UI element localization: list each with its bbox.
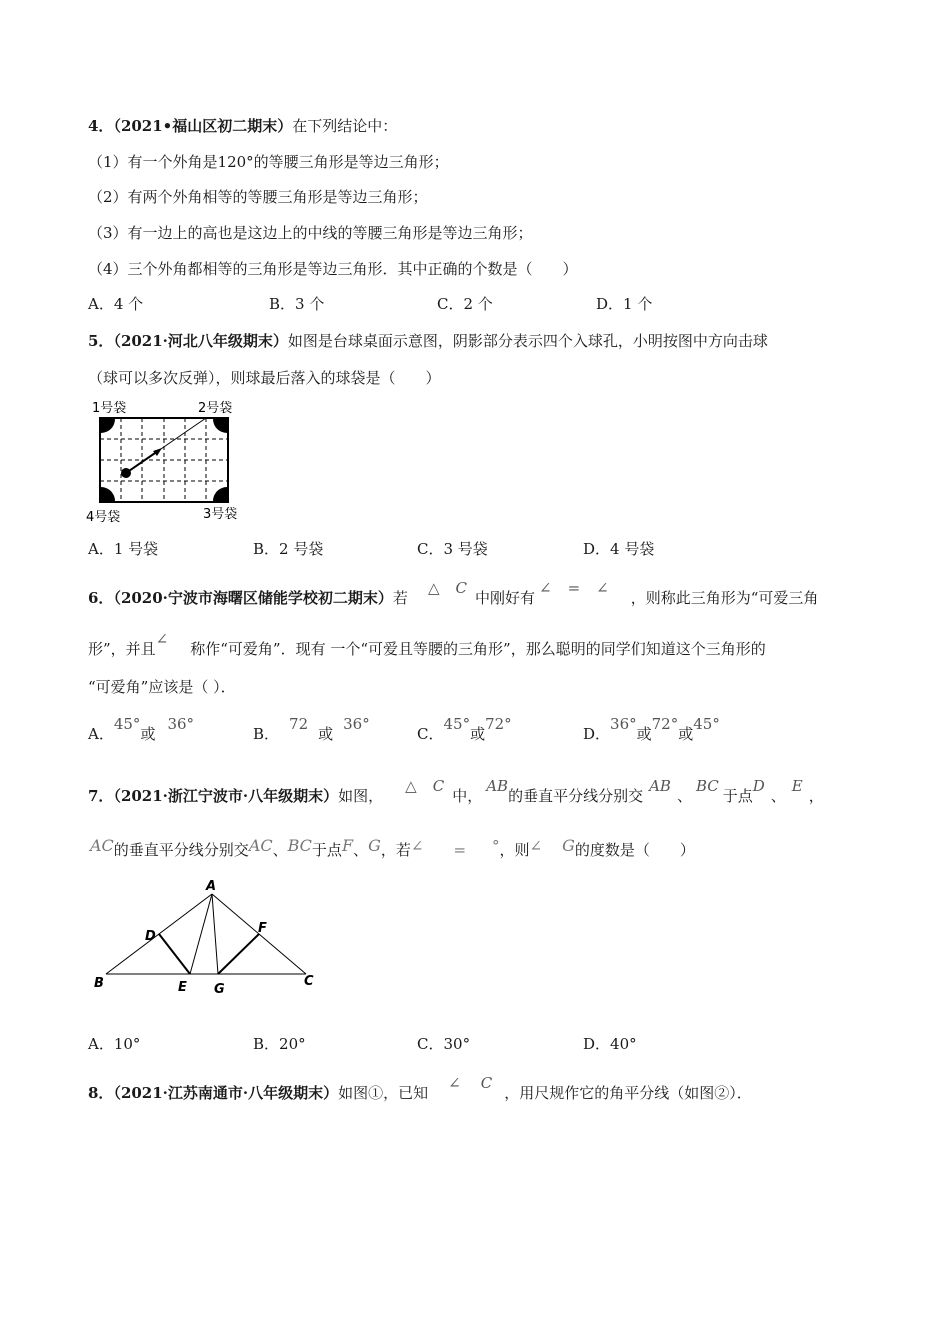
ball [121, 468, 131, 478]
q4-item-1: （1）有一个外角是120°的等腰三角形是等边三角形； [88, 153, 449, 171]
label-a: A [206, 879, 217, 894]
q6-stem [88, 579, 819, 608]
q6-number: 6． [88, 589, 114, 607]
q6-option-b-value-1: 72 [289, 715, 309, 733]
q7-bc-2: BC [287, 836, 312, 855]
q7-text-3: 的垂直平分线分别交 [508, 787, 644, 805]
label-b: B [94, 976, 104, 991]
pocket-2-label: 2号袋 [198, 401, 233, 416]
q6-option-a-label: A． [88, 725, 114, 743]
q6-option-b-or: 或 [318, 725, 334, 743]
q6-option-d-value-1: 36° [610, 715, 637, 733]
pocket-1 [101, 419, 115, 433]
q4-number: 4． [88, 117, 114, 135]
table-grid [100, 418, 228, 502]
q6-angle-symbol-1: ∠ [538, 579, 552, 597]
q7-sep-4: 、 [353, 841, 369, 859]
pocket-3-label: 3号袋 [203, 507, 238, 522]
q7-text-4: 于点 [722, 787, 753, 805]
q4-option-b[interactable]: B．3 个 [269, 295, 325, 313]
q7-number: 7． [88, 787, 114, 805]
q6-option-a[interactable] [88, 715, 195, 744]
q7-text-2: 中， [452, 787, 483, 805]
q7-option-b[interactable]: B．20° [253, 1035, 306, 1053]
q4-source: （2021•福山区初二期末） [113, 117, 293, 135]
q7-source: （2021·浙江宁波市·八年级期末） [113, 787, 339, 805]
q7-text-6: 于点 [311, 841, 342, 859]
q6-source: （2020·宁波市海曙区储能学校初二期末） [113, 589, 393, 607]
q4-option-d[interactable]: D．1 个 [596, 295, 653, 313]
q7-angle-symbol-1: ∠ [410, 837, 424, 855]
q6-option-d-label: D． [583, 725, 611, 743]
q6-option-d-value-3: 45° [693, 715, 720, 733]
q8-text-1: 如图①，已知 [338, 1084, 429, 1102]
label-f: F [258, 921, 267, 936]
pocket-2 [213, 419, 227, 433]
q6-option-c-label: C． [417, 725, 444, 743]
q7-text-8: ，则 [499, 841, 530, 859]
q6-option-c-value-2: 72° [485, 715, 512, 733]
q6-text-3: ，则称此三角形为“可爱三角 [630, 589, 819, 607]
q6-option-b-label: B． [253, 725, 280, 743]
q7-option-a[interactable]: A．10° [88, 1035, 141, 1053]
q7-point-g-2: G [562, 836, 575, 855]
triangle-figure [86, 874, 326, 1002]
q5-source: （2021·河北八年级期末） [113, 332, 288, 350]
q7-text-9: 的度数是（ ） [574, 841, 695, 859]
pocket-4 [101, 487, 115, 501]
q8-source: （2021·江苏南通市·八年级期末） [113, 1084, 339, 1102]
arrow-head-icon [153, 448, 162, 456]
label-g: G [214, 982, 225, 997]
q5-option-a[interactable]: A．1 号袋 [88, 540, 159, 558]
q7-sep-3: 、 [272, 841, 288, 859]
q7-ac: AC [90, 836, 114, 855]
q4-item-2: （2）有两个外角相等的等腰三角形是等边三角形； [88, 188, 428, 206]
q5-number: 5． [88, 332, 114, 350]
q6-triangle-symbol: △ [427, 579, 440, 597]
q7-ab-2: AB [649, 777, 671, 795]
segment-ae [190, 894, 212, 974]
q6-option-a-or: 或 [140, 725, 156, 743]
segment-fg [218, 934, 259, 974]
q6-option-d-or-2: 或 [678, 725, 694, 743]
q4-text: 在下列结论中： [292, 117, 398, 135]
q6-option-b[interactable] [253, 715, 370, 744]
q7-option-d[interactable]: D．40° [583, 1035, 637, 1053]
q5-option-d[interactable]: D．4 号袋 [583, 540, 655, 558]
q5-stem [88, 331, 768, 351]
q6-option-d[interactable] [583, 715, 720, 744]
q7-line-2 [90, 836, 695, 860]
q7-text-1: 如图， [338, 787, 384, 805]
q6-option-c-or: 或 [470, 725, 486, 743]
q7-text-5: 的垂直平分线分别交 [113, 841, 249, 859]
q6-option-d-or-1: 或 [636, 725, 652, 743]
pocket-4-label: 4号袋 [86, 510, 121, 525]
q4-stem [88, 116, 397, 136]
q5-text-2: （球可以多次反弹），则球最后落入的球袋是（ ） [88, 369, 441, 387]
q6-option-a-value-2: 36° [167, 715, 195, 733]
q7-triangle-symbol: △ [405, 777, 417, 795]
q7-comma: ， [808, 787, 824, 805]
q7-vertex-c: C [432, 777, 445, 795]
q5-text-1: 如图是台球桌面示意图，阴影部分表示四个入球孔，小明按图中方向击球 [287, 332, 768, 350]
label-e: E [178, 980, 187, 995]
q6-line-3: “可爱角”应该是（ ）． [88, 678, 236, 696]
billiard-table-figure [82, 396, 252, 526]
q4-item-3: （3）有一边上的高也是这边上的中线的等腰三角形是等边三角形； [88, 224, 533, 242]
triangle-lines [106, 894, 306, 974]
q6-option-a-value-1: 45° [113, 715, 141, 733]
q6-option-d-value-2: 72° [651, 715, 679, 733]
q4-option-c[interactable]: C．2 个 [437, 295, 493, 313]
q7-point-d: D [752, 777, 765, 795]
label-d: D [145, 929, 156, 944]
q6-angle-symbol-3: ∠ [155, 630, 169, 648]
q8-number: 8． [88, 1084, 114, 1102]
q4-option-a[interactable]: A．4 个 [88, 295, 144, 313]
q6-text-1: 若 [392, 589, 408, 607]
q8-text-2: ，用尺规作它的角平分线（如图②）． [504, 1084, 752, 1102]
q8-vertex-c: C [480, 1074, 493, 1092]
q6-line-2 [88, 630, 766, 659]
q7-stem [88, 777, 824, 806]
q7-angle-symbol-2: ∠ [529, 837, 543, 855]
q7-bc: BC [695, 777, 719, 795]
q4-item-4: （4）三个外角都相等的三角形是等边三角形．其中正确的个数是（ ） [88, 260, 578, 278]
q6-text-2: 中刚好有 [474, 589, 535, 607]
q8-stem [88, 1074, 752, 1103]
q7-point-f: F [341, 836, 354, 855]
q7-degree: ° [492, 837, 500, 855]
segment-de [159, 934, 190, 974]
q5-option-b[interactable]: B．2 号袋 [253, 540, 324, 558]
segment-ag [212, 894, 218, 974]
q6-option-b-value-2: 36° [343, 715, 370, 733]
q7-ac-2: AC [248, 836, 273, 855]
q6-line-2a: 形”，并且 [88, 640, 156, 658]
q7-point-e: E [791, 777, 803, 795]
q6-line-2b: 称作“可爱角”．现有 一个“可爱且等腰的三角形”，那么聪明的同学们知道这个三角形的 [190, 640, 766, 658]
q7-point-g: G [368, 836, 381, 855]
pocket-3 [213, 487, 227, 501]
q6-angle-symbol-2: ∠ [596, 579, 609, 597]
q7-sep-1: 、 [676, 787, 692, 805]
q7-ab: AB [486, 777, 509, 795]
label-c: C [304, 974, 314, 989]
q7-sep-2: 、 [770, 787, 786, 805]
q6-equals: = [567, 579, 581, 597]
q6-vertex-c: C [455, 579, 467, 597]
pocket-1-label: 1号袋 [92, 401, 127, 416]
q6-option-c[interactable] [417, 715, 512, 744]
q7-equals: = [453, 841, 467, 859]
q8-angle-symbol: ∠ [448, 1074, 461, 1092]
q5-option-c[interactable]: C．3 号袋 [417, 540, 488, 558]
q7-text-7: ，若 [380, 841, 411, 859]
q6-option-c-value-1: 45° [443, 715, 471, 733]
q7-option-c[interactable]: C．30° [417, 1035, 471, 1053]
